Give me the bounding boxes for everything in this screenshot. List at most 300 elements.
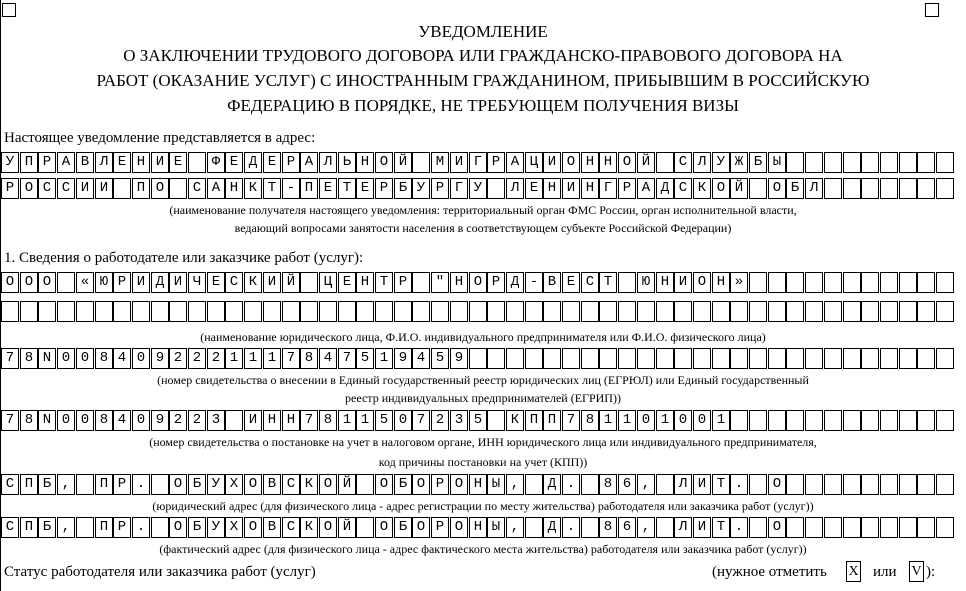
char-cell[interactable] (880, 272, 898, 293)
char-cell[interactable] (899, 474, 917, 495)
char-cell[interactable]: Л (95, 152, 113, 173)
char-cell[interactable] (749, 410, 767, 431)
char-cell[interactable]: 1 (263, 348, 281, 369)
char-cell[interactable]: У (207, 474, 225, 495)
char-cell[interactable] (20, 301, 38, 322)
char-cell[interactable] (356, 517, 374, 538)
char-cell[interactable]: Н (581, 178, 599, 199)
char-cell[interactable] (786, 517, 804, 538)
char-cell[interactable]: Ю (637, 272, 655, 293)
char-cell[interactable]: . (562, 474, 580, 495)
char-cell[interactable]: 5 (375, 410, 393, 431)
char-cell[interactable]: И (95, 178, 113, 199)
char-cell[interactable] (469, 301, 487, 322)
char-cell[interactable]: 0 (57, 348, 75, 369)
char-cell[interactable]: 4 (113, 410, 131, 431)
char-cell[interactable] (319, 301, 337, 322)
char-cell[interactable]: И (151, 152, 169, 173)
char-cell[interactable] (469, 348, 487, 369)
char-cell[interactable]: Н (263, 410, 281, 431)
char-cell[interactable]: 1 (712, 410, 730, 431)
char-cell[interactable] (730, 410, 748, 431)
char-cell[interactable]: О (20, 178, 38, 199)
char-cell[interactable] (824, 348, 842, 369)
char-cell[interactable]: 6 (618, 474, 636, 495)
char-cell[interactable]: Н (282, 410, 300, 431)
char-cell[interactable] (805, 517, 823, 538)
char-cell[interactable]: , (506, 517, 524, 538)
char-cell[interactable]: Л (674, 517, 692, 538)
char-cell[interactable] (712, 348, 730, 369)
char-cell[interactable]: С (674, 178, 692, 199)
char-cell[interactable]: С (282, 474, 300, 495)
char-cell[interactable]: 0 (132, 348, 150, 369)
char-cell[interactable]: С (57, 178, 75, 199)
char-cell[interactable] (431, 301, 449, 322)
char-cell[interactable] (917, 301, 935, 322)
char-cell[interactable]: 8 (20, 410, 38, 431)
char-cell[interactable]: 1 (375, 348, 393, 369)
char-cell[interactable]: М (431, 152, 449, 173)
char-cell[interactable] (543, 348, 561, 369)
char-cell[interactable]: - (525, 272, 543, 293)
char-cell[interactable]: Н (356, 272, 374, 293)
char-cell[interactable]: Б (394, 517, 412, 538)
char-cell[interactable]: В (76, 152, 94, 173)
char-cell[interactable]: 8 (95, 410, 113, 431)
char-cell[interactable] (76, 517, 94, 538)
char-cell[interactable]: 0 (637, 410, 655, 431)
char-cell[interactable] (936, 301, 954, 322)
char-cell[interactable] (824, 152, 842, 173)
char-cell[interactable]: О (169, 517, 187, 538)
char-cell[interactable]: 1 (618, 410, 636, 431)
char-cell[interactable]: В (543, 272, 561, 293)
char-cell[interactable] (263, 301, 281, 322)
char-cell[interactable]: У (469, 178, 487, 199)
char-cell[interactable] (188, 152, 206, 173)
char-cell[interactable]: 8 (95, 348, 113, 369)
char-cell[interactable] (525, 474, 543, 495)
char-cell[interactable] (188, 301, 206, 322)
char-cell[interactable]: Ц (319, 272, 337, 293)
char-cell[interactable] (917, 517, 935, 538)
char-cell[interactable]: 8 (581, 410, 599, 431)
char-cell[interactable]: 9 (394, 348, 412, 369)
char-cell[interactable] (581, 348, 599, 369)
char-cell[interactable]: А (57, 152, 75, 173)
char-cell[interactable] (786, 301, 804, 322)
char-cell[interactable]: О (618, 152, 636, 173)
char-cell[interactable]: 4 (319, 348, 337, 369)
char-cell[interactable] (151, 301, 169, 322)
char-cell[interactable]: С (38, 178, 56, 199)
char-cell[interactable]: О (712, 178, 730, 199)
char-cell[interactable]: П (543, 410, 561, 431)
char-cell[interactable]: 3 (450, 410, 468, 431)
char-cell[interactable]: П (95, 474, 113, 495)
char-cell[interactable] (300, 301, 318, 322)
char-cell[interactable] (824, 410, 842, 431)
char-cell[interactable] (207, 301, 225, 322)
char-cell[interactable]: У (1, 152, 19, 173)
char-cell[interactable]: 9 (450, 348, 468, 369)
char-cell[interactable] (917, 410, 935, 431)
char-cell[interactable]: Й (730, 178, 748, 199)
char-cell[interactable]: П (300, 178, 318, 199)
char-cell[interactable] (880, 348, 898, 369)
char-cell[interactable]: « (76, 272, 94, 293)
char-cell[interactable] (113, 178, 131, 199)
mark-x-box[interactable]: X (846, 561, 861, 582)
char-cell[interactable]: Н (132, 152, 150, 173)
char-cell[interactable] (637, 348, 655, 369)
char-cell[interactable]: 5 (356, 348, 374, 369)
char-cell[interactable]: О (768, 178, 786, 199)
char-cell[interactable]: Й (394, 152, 412, 173)
char-cell[interactable]: 8 (20, 348, 38, 369)
char-cell[interactable]: » (730, 272, 748, 293)
char-cell[interactable] (936, 178, 954, 199)
char-cell[interactable]: 7 (412, 410, 430, 431)
char-cell[interactable]: , (637, 517, 655, 538)
mark-v-box[interactable]: V (909, 561, 924, 582)
char-cell[interactable] (936, 410, 954, 431)
char-cell[interactable]: 1 (225, 348, 243, 369)
char-cell[interactable]: Р (1, 178, 19, 199)
char-cell[interactable] (786, 348, 804, 369)
char-cell[interactable]: N (38, 410, 56, 431)
char-cell[interactable] (880, 178, 898, 199)
char-cell[interactable] (338, 301, 356, 322)
char-cell[interactable]: И (263, 272, 281, 293)
char-cell[interactable]: Р (113, 272, 131, 293)
char-cell[interactable] (824, 178, 842, 199)
char-cell[interactable]: 0 (57, 410, 75, 431)
char-cell[interactable]: С (1, 517, 19, 538)
char-cell[interactable] (861, 474, 879, 495)
char-cell[interactable]: 8 (599, 474, 617, 495)
char-cell[interactable]: О (469, 272, 487, 293)
char-cell[interactable] (525, 301, 543, 322)
char-cell[interactable]: И (693, 517, 711, 538)
char-cell[interactable] (637, 301, 655, 322)
char-cell[interactable]: И (450, 152, 468, 173)
char-cell[interactable]: Р (431, 178, 449, 199)
char-cell[interactable]: И (76, 178, 94, 199)
char-cell[interactable]: О (38, 272, 56, 293)
char-cell[interactable] (861, 152, 879, 173)
char-cell[interactable]: Р (38, 152, 56, 173)
char-cell[interactable]: Е (207, 272, 225, 293)
char-cell[interactable] (543, 301, 561, 322)
char-cell[interactable] (880, 474, 898, 495)
char-cell[interactable] (562, 301, 580, 322)
char-cell[interactable]: Р (282, 152, 300, 173)
char-cell[interactable]: 4 (113, 348, 131, 369)
char-cell[interactable] (581, 517, 599, 538)
char-cell[interactable]: О (1, 272, 19, 293)
char-cell[interactable]: Ю (95, 272, 113, 293)
char-cell[interactable] (805, 410, 823, 431)
char-cell[interactable]: А (300, 152, 318, 173)
char-cell[interactable]: 0 (76, 410, 94, 431)
char-cell[interactable]: . (132, 517, 150, 538)
char-cell[interactable]: Ф (207, 152, 225, 173)
char-cell[interactable]: И (674, 272, 692, 293)
char-cell[interactable] (768, 301, 786, 322)
char-cell[interactable]: 1 (356, 410, 374, 431)
char-cell[interactable] (487, 178, 505, 199)
char-cell[interactable] (76, 474, 94, 495)
char-cell[interactable]: Б (394, 474, 412, 495)
char-cell[interactable] (917, 178, 935, 199)
char-cell[interactable]: 2 (207, 348, 225, 369)
char-cell[interactable]: , (57, 517, 75, 538)
char-cell[interactable]: К (693, 178, 711, 199)
char-cell[interactable]: О (375, 517, 393, 538)
char-cell[interactable]: О (768, 474, 786, 495)
char-cell[interactable] (805, 301, 823, 322)
char-cell[interactable]: Н (469, 474, 487, 495)
char-cell[interactable] (861, 272, 879, 293)
char-cell[interactable]: И (693, 474, 711, 495)
char-cell[interactable]: 1 (338, 410, 356, 431)
char-cell[interactable] (786, 272, 804, 293)
char-cell[interactable]: Е (263, 152, 281, 173)
char-cell[interactable]: Н (225, 178, 243, 199)
char-cell[interactable] (880, 152, 898, 173)
char-cell[interactable]: N (38, 348, 56, 369)
char-cell[interactable]: 6 (618, 517, 636, 538)
char-cell[interactable]: Ы (768, 152, 786, 173)
char-cell[interactable]: 8 (300, 348, 318, 369)
char-cell[interactable] (899, 410, 917, 431)
char-cell[interactable]: Е (525, 178, 543, 199)
char-cell[interactable]: Б (188, 474, 206, 495)
char-cell[interactable]: П (20, 517, 38, 538)
char-cell[interactable]: О (693, 272, 711, 293)
char-cell[interactable]: Н (712, 272, 730, 293)
char-cell[interactable]: О (412, 474, 430, 495)
char-cell[interactable]: Б (188, 517, 206, 538)
char-cell[interactable]: О (562, 152, 580, 173)
char-cell[interactable] (749, 301, 767, 322)
char-cell[interactable]: Т (338, 178, 356, 199)
char-cell[interactable]: Д (543, 474, 561, 495)
char-cell[interactable]: И (169, 272, 187, 293)
char-cell[interactable] (599, 348, 617, 369)
char-cell[interactable]: Д (244, 152, 262, 173)
char-cell[interactable]: Й (637, 152, 655, 173)
char-cell[interactable]: , (57, 474, 75, 495)
char-cell[interactable]: Р (487, 272, 505, 293)
char-cell[interactable]: К (244, 272, 262, 293)
char-cell[interactable] (95, 301, 113, 322)
char-cell[interactable]: Т (712, 517, 730, 538)
char-cell[interactable] (487, 348, 505, 369)
char-cell[interactable] (936, 517, 954, 538)
char-cell[interactable]: О (319, 474, 337, 495)
char-cell[interactable] (917, 152, 935, 173)
char-cell[interactable]: А (207, 178, 225, 199)
char-cell[interactable]: 4 (412, 348, 430, 369)
char-cell[interactable]: Р (113, 517, 131, 538)
char-cell[interactable]: С (674, 152, 692, 173)
char-cell[interactable]: Ч (188, 272, 206, 293)
char-cell[interactable] (1, 301, 19, 322)
char-cell[interactable] (843, 474, 861, 495)
char-cell[interactable]: Н (356, 152, 374, 173)
char-cell[interactable] (656, 301, 674, 322)
char-cell[interactable] (730, 301, 748, 322)
char-cell[interactable]: 7 (1, 348, 19, 369)
char-cell[interactable] (880, 517, 898, 538)
char-cell[interactable]: С (225, 272, 243, 293)
char-cell[interactable] (768, 410, 786, 431)
char-cell[interactable]: Ь (338, 152, 356, 173)
char-cell[interactable]: Л (319, 152, 337, 173)
char-cell[interactable]: О (244, 474, 262, 495)
char-cell[interactable]: Т (263, 178, 281, 199)
char-cell[interactable] (899, 272, 917, 293)
char-cell[interactable] (824, 301, 842, 322)
char-cell[interactable]: Е (169, 152, 187, 173)
char-cell[interactable]: Й (338, 474, 356, 495)
char-cell[interactable] (375, 301, 393, 322)
char-cell[interactable]: Г (469, 152, 487, 173)
char-cell[interactable]: У (207, 517, 225, 538)
char-cell[interactable]: П (525, 410, 543, 431)
char-cell[interactable] (656, 152, 674, 173)
char-cell[interactable] (843, 348, 861, 369)
char-cell[interactable]: Ы (487, 517, 505, 538)
char-cell[interactable]: Б (786, 178, 804, 199)
char-cell[interactable]: Н (599, 152, 617, 173)
char-cell[interactable] (412, 152, 430, 173)
char-cell[interactable] (57, 272, 75, 293)
char-cell[interactable]: Е (338, 272, 356, 293)
char-cell[interactable] (936, 272, 954, 293)
char-cell[interactable]: К (300, 474, 318, 495)
char-cell[interactable]: И (562, 178, 580, 199)
char-cell[interactable]: Е (356, 178, 374, 199)
char-cell[interactable]: Р (431, 517, 449, 538)
char-cell[interactable] (674, 301, 692, 322)
char-cell[interactable]: . (132, 474, 150, 495)
char-cell[interactable] (843, 272, 861, 293)
char-cell[interactable] (38, 301, 56, 322)
char-cell[interactable]: Е (319, 178, 337, 199)
char-cell[interactable]: Б (394, 178, 412, 199)
char-cell[interactable]: . (730, 474, 748, 495)
char-cell[interactable]: О (244, 517, 262, 538)
char-cell[interactable] (151, 474, 169, 495)
char-cell[interactable]: . (562, 517, 580, 538)
char-cell[interactable] (618, 348, 636, 369)
char-cell[interactable]: 1 (656, 410, 674, 431)
char-cell[interactable] (749, 348, 767, 369)
char-cell[interactable]: Ы (487, 474, 505, 495)
char-cell[interactable] (450, 301, 468, 322)
char-cell[interactable]: Й (338, 517, 356, 538)
char-cell[interactable] (861, 301, 879, 322)
char-cell[interactable] (917, 474, 935, 495)
char-cell[interactable]: 8 (319, 410, 337, 431)
char-cell[interactable] (282, 301, 300, 322)
char-cell[interactable]: У (712, 152, 730, 173)
char-cell[interactable] (805, 152, 823, 173)
char-cell[interactable] (487, 301, 505, 322)
char-cell[interactable]: О (319, 517, 337, 538)
char-cell[interactable] (805, 474, 823, 495)
char-cell[interactable]: Ж (730, 152, 748, 173)
char-cell[interactable] (618, 272, 636, 293)
char-cell[interactable] (169, 178, 187, 199)
char-cell[interactable]: А (637, 178, 655, 199)
char-cell[interactable] (712, 301, 730, 322)
char-cell[interactable] (824, 517, 842, 538)
char-cell[interactable]: Р (618, 178, 636, 199)
char-cell[interactable]: " (431, 272, 449, 293)
char-cell[interactable]: В (263, 517, 281, 538)
char-cell[interactable] (899, 152, 917, 173)
char-cell[interactable]: Т (712, 474, 730, 495)
char-cell[interactable]: Б (38, 517, 56, 538)
char-cell[interactable]: О (151, 178, 169, 199)
char-cell[interactable]: К (244, 178, 262, 199)
char-cell[interactable]: 7 (300, 410, 318, 431)
char-cell[interactable]: Р (394, 272, 412, 293)
char-cell[interactable]: Р (431, 474, 449, 495)
char-cell[interactable]: И (543, 152, 561, 173)
char-cell[interactable]: Х (225, 517, 243, 538)
char-cell[interactable]: Т (599, 272, 617, 293)
char-cell[interactable] (730, 348, 748, 369)
char-cell[interactable] (899, 178, 917, 199)
char-cell[interactable]: 3 (207, 410, 225, 431)
char-cell[interactable]: Н (450, 272, 468, 293)
char-cell[interactable]: 7 (338, 348, 356, 369)
char-cell[interactable]: О (450, 517, 468, 538)
char-cell[interactable] (880, 301, 898, 322)
char-cell[interactable] (768, 272, 786, 293)
char-cell[interactable] (843, 301, 861, 322)
char-cell[interactable]: 2 (169, 348, 187, 369)
char-cell[interactable]: Л (805, 178, 823, 199)
char-cell[interactable]: 1 (599, 410, 617, 431)
char-cell[interactable]: 0 (394, 410, 412, 431)
char-cell[interactable]: Б (38, 474, 56, 495)
char-cell[interactable] (917, 348, 935, 369)
char-cell[interactable]: 1 (244, 348, 262, 369)
char-cell[interactable]: К (506, 410, 524, 431)
char-cell[interactable]: 9 (151, 348, 169, 369)
char-cell[interactable]: 7 (1, 410, 19, 431)
char-cell[interactable]: 5 (469, 410, 487, 431)
char-cell[interactable]: Н (581, 152, 599, 173)
char-cell[interactable] (936, 348, 954, 369)
char-cell[interactable] (786, 474, 804, 495)
char-cell[interactable] (506, 348, 524, 369)
char-cell[interactable]: П (95, 517, 113, 538)
char-cell[interactable] (843, 152, 861, 173)
char-cell[interactable] (618, 301, 636, 322)
char-cell[interactable] (581, 474, 599, 495)
char-cell[interactable]: , (506, 474, 524, 495)
char-cell[interactable]: П (20, 474, 38, 495)
char-cell[interactable]: И (244, 410, 262, 431)
